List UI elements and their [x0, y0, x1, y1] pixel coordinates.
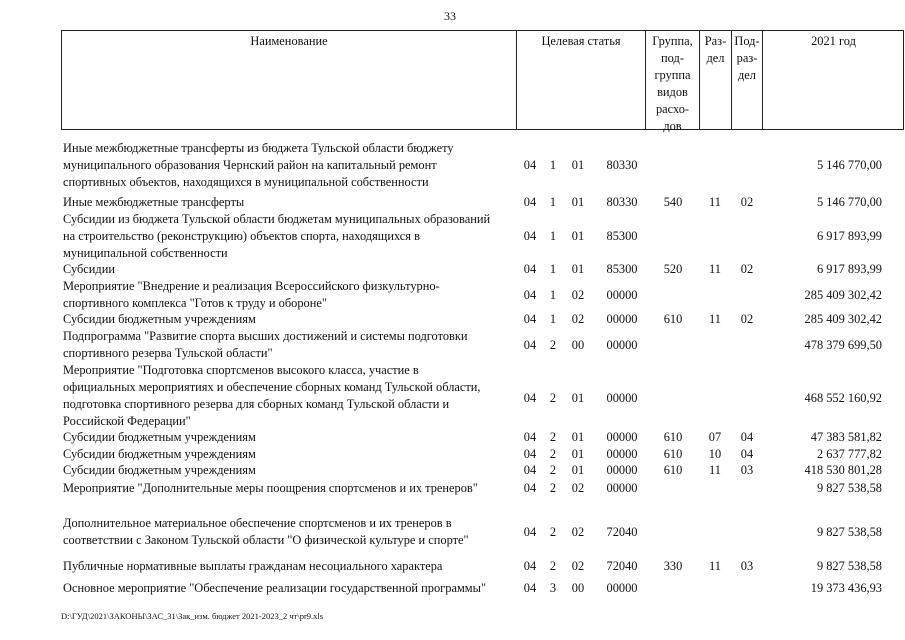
row-name: Субсидии бюджетным учреждениям: [63, 430, 256, 444]
target-article-subprogram: 1: [549, 158, 557, 172]
target-article-program: 04: [523, 391, 537, 405]
table-row: [61, 261, 904, 278]
target-article-direction: 00000: [606, 288, 638, 302]
row-name: Субсидии бюджетным учреждениям: [63, 447, 256, 461]
section: 07: [708, 430, 722, 444]
table-row: [61, 558, 904, 575]
target-article-direction: 85300: [606, 262, 638, 276]
target-article-program: 04: [523, 559, 537, 573]
table-header: [61, 30, 904, 133]
target-article-event: 02: [571, 288, 585, 302]
target-article-program: 04: [523, 481, 537, 495]
section: 11: [709, 559, 721, 573]
amount-2021: 2 637 777,82: [816, 447, 882, 461]
target-article-program: 04: [523, 312, 537, 326]
target-article-program: 04: [523, 525, 537, 539]
amount-2021: 47 383 581,82: [810, 430, 882, 444]
table-row: [61, 328, 904, 362]
target-article-direction: 80330: [606, 195, 638, 209]
target-article-direction: 72040: [606, 559, 638, 573]
target-article-event: 00: [571, 338, 585, 352]
section: 10: [708, 447, 722, 461]
target-article-program: 04: [523, 288, 537, 302]
target-article-program: 04: [523, 463, 537, 477]
header-subsection: Под- раз- дел: [732, 31, 763, 129]
target-article-subprogram: 2: [549, 338, 557, 352]
header-year: 2021 год: [811, 34, 856, 48]
target-article-subprogram: 2: [549, 447, 557, 461]
section: 11: [709, 312, 721, 326]
header-name: Наименование: [62, 31, 517, 129]
amount-2021: 19 373 436,93: [810, 581, 882, 595]
amount-2021: 9 827 538,58: [816, 525, 882, 539]
subsection: 02: [740, 312, 754, 326]
target-article-program: 04: [523, 229, 537, 243]
expense-group: 520: [663, 262, 683, 276]
row-name: Иные межбюджетные трансферты из бюджета Тульской области бюджету муниципального образования Чернский район на капитальный ремонт спортивных объектов, находящихся в муниципальной собственности: [63, 141, 454, 189]
target-article-direction: 00000: [606, 338, 638, 352]
table-row: [61, 580, 904, 597]
target-article-event: 02: [571, 481, 585, 495]
section: 11: [709, 463, 721, 477]
amount-2021: 6 917 893,99: [816, 229, 882, 243]
table-row: [61, 211, 904, 262]
row-name: Мероприятие "Подготовка спортсменов высокого класса, участие в официальных мероприятиях и обеспечение сборных команд Тульской области, подготовка спортивного резерва для сборных команд Тульской области и Российской Федерации": [63, 363, 481, 428]
amount-2021: 468 552 160,92: [804, 391, 882, 405]
expense-group: 610: [663, 430, 683, 444]
target-article-event: 01: [571, 447, 585, 461]
target-article-direction: 00000: [606, 481, 638, 495]
header-target-article: Целевая статья: [517, 31, 646, 129]
target-article-subprogram: 1: [549, 262, 557, 276]
target-article-event: 01: [571, 158, 585, 172]
subsection: 03: [740, 463, 754, 477]
row-name: Основное мероприятие "Обеспечение реализации государственной программы": [63, 581, 487, 595]
target-article-event: 01: [571, 229, 585, 243]
row-name: Мероприятие "Внедрение и реализация Всероссийского физкультурно- спортивного комплекса "Готов к труду и обороне": [63, 279, 440, 310]
subsection: 04: [740, 447, 754, 461]
target-article-direction: 85300: [606, 229, 638, 243]
target-article-subprogram: 2: [549, 481, 557, 495]
amount-2021: 9 827 538,58: [816, 559, 882, 573]
target-article-program: 04: [523, 338, 537, 352]
target-article-event: 01: [571, 262, 585, 276]
target-article-direction: 00000: [606, 581, 638, 595]
table-row: [61, 515, 904, 549]
target-article-program: 04: [523, 430, 537, 444]
row-name: Иные межбюджетные трансферты: [63, 195, 245, 209]
target-article-event: 00: [571, 581, 585, 595]
target-article-event: 01: [571, 430, 585, 444]
table-row: [61, 194, 904, 211]
amount-2021: 6 917 893,99: [816, 262, 882, 276]
target-article-subprogram: 2: [549, 391, 557, 405]
target-article-direction: 00000: [606, 430, 638, 444]
target-article-program: 04: [523, 195, 537, 209]
target-article-subprogram: 2: [549, 463, 557, 477]
row-name: Субсидии: [63, 262, 115, 276]
target-article-subprogram: 1: [549, 312, 557, 326]
target-article-program: 04: [523, 447, 537, 461]
expense-group: 610: [663, 463, 683, 477]
amount-2021: 285 409 302,42: [804, 312, 882, 326]
table-row: [61, 311, 904, 328]
amount-2021: 478 379 699,50: [804, 338, 882, 352]
subsection: 02: [740, 195, 754, 209]
target-article-direction: 80330: [606, 158, 638, 172]
amount-2021: 5 146 770,00: [816, 158, 882, 172]
target-article-subprogram: 1: [549, 229, 557, 243]
row-name: Подпрограмма "Развитие спорта высших достижений и системы подготовки спортивного резерва Тульской области": [63, 329, 468, 360]
target-article-direction: 00000: [606, 447, 638, 461]
row-name: Субсидии бюджетным учреждениям: [63, 463, 256, 477]
row-name: Мероприятие "Дополнительные меры поощрения спортсменов и их тренеров": [63, 481, 478, 495]
page-number: 33: [444, 9, 456, 23]
target-article-direction: 00000: [606, 391, 638, 405]
row-name: Дополнительное материальное обеспечение спортсменов и их тренеров в соответствии с Законом Тульской области "О физической культуре и спорте": [63, 516, 469, 547]
expense-group: 610: [663, 447, 683, 461]
subsection: 04: [740, 430, 754, 444]
header-group: Группа, под- группа видов расхо- дов: [646, 31, 700, 129]
expense-group: 540: [663, 195, 683, 209]
header-section: Раз- дел: [700, 31, 732, 129]
target-article-program: 04: [523, 158, 537, 172]
target-article-program: 04: [523, 581, 537, 595]
table-row: [61, 278, 904, 312]
section: 11: [709, 262, 721, 276]
file-path-footer: D:\ГУД\2021\ЗАКОНЫ\ЗАС_31\Зак_изм. бюджет 2021-2023_2 чт\pr9.xls: [61, 611, 324, 621]
target-article-subprogram: 2: [549, 559, 557, 573]
target-article-direction: 72040: [606, 525, 638, 539]
target-article-program: 04: [523, 262, 537, 276]
table-row: [61, 429, 904, 446]
table-row: [61, 140, 904, 191]
row-name: Публичные нормативные выплаты гражданам несоциального характера: [63, 559, 443, 573]
target-article-subprogram: 3: [549, 581, 557, 595]
target-article-event: 02: [571, 559, 585, 573]
row-name: Субсидии бюджетным учреждениям: [63, 312, 256, 326]
target-article-subprogram: 2: [549, 525, 557, 539]
table-row: [61, 462, 904, 479]
amount-2021: 285 409 302,42: [804, 288, 882, 302]
target-article-event: 01: [571, 463, 585, 477]
target-article-subprogram: 2: [549, 430, 557, 444]
target-article-direction: 00000: [606, 463, 638, 477]
subsection: 02: [740, 262, 754, 276]
table-row: [61, 480, 904, 497]
row-name: Субсидии из бюджета Тульской области бюджетам муниципальных образований на строительство (реконструкцию) объектов спорта, находящихся в муниципальной собственности: [63, 212, 491, 260]
amount-2021: 5 146 770,00: [816, 195, 882, 209]
amount-2021: 418 530 801,28: [804, 463, 882, 477]
amount-2021: 9 827 538,58: [816, 481, 882, 495]
expense-group: 330: [663, 559, 683, 573]
target-article-subprogram: 1: [549, 195, 557, 209]
target-article-direction: 00000: [606, 312, 638, 326]
section: 11: [709, 195, 721, 209]
subsection: 03: [740, 559, 754, 573]
target-article-event: 02: [571, 312, 585, 326]
target-article-event: 01: [571, 195, 585, 209]
table-row: [61, 446, 904, 463]
target-article-event: 02: [571, 525, 585, 539]
table-row: [61, 362, 904, 430]
expense-group: 610: [663, 312, 683, 326]
target-article-event: 01: [571, 391, 585, 405]
target-article-subprogram: 1: [549, 288, 557, 302]
